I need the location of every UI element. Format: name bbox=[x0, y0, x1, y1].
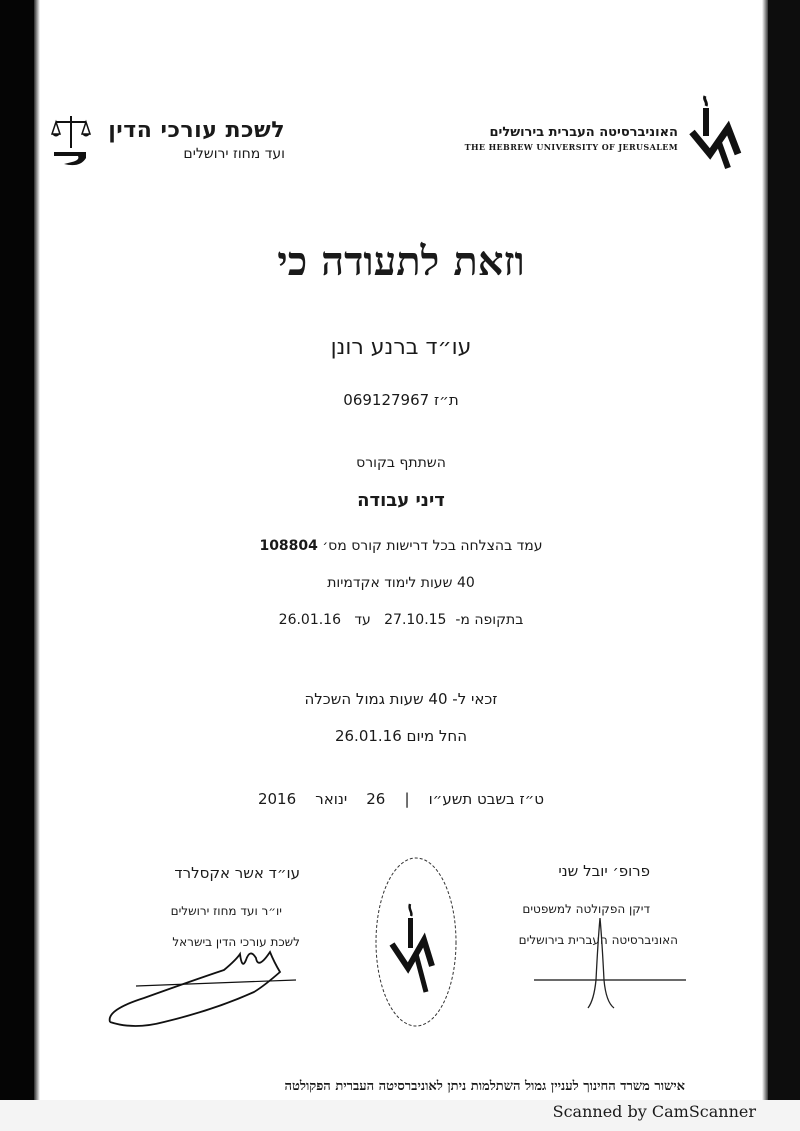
entitled-text: זכאי ל- 40 שעות גמול השכלה bbox=[304, 690, 498, 708]
passed-text: עמד בהצלחה בכל דרישות קורס מס׳ bbox=[322, 538, 543, 554]
huji-logo-icon bbox=[688, 92, 742, 170]
date-separator: | bbox=[404, 790, 410, 808]
chairman-signature bbox=[104, 940, 304, 1032]
period-line bbox=[40, 612, 762, 628]
period-from: 27.10.15 bbox=[384, 612, 447, 628]
participated-text: השתתף בקורס bbox=[356, 455, 446, 471]
period-label: בתקופה מ- bbox=[455, 612, 524, 628]
date-day: 26 bbox=[366, 790, 386, 808]
recipient-name: עו״ד ברנע רונן bbox=[330, 335, 472, 360]
id-number: 069127967 bbox=[343, 391, 430, 409]
scan-left-border bbox=[0, 0, 34, 1100]
id-line bbox=[40, 391, 762, 409]
issue-date-line bbox=[40, 790, 762, 808]
dean-role: דיקן הפקולטה למשפטים bbox=[522, 902, 650, 916]
from-label: החל מיום bbox=[406, 727, 468, 745]
camscanner-watermark: Scanned by CamScanner bbox=[552, 1102, 756, 1121]
chairman-role: יו״ר ועד מחוז ירושלים bbox=[170, 904, 282, 918]
bar-association-scales-icon bbox=[50, 112, 92, 170]
dean-signature bbox=[530, 910, 690, 1010]
effective-date-line bbox=[40, 727, 762, 745]
course-name: דיני עבודה bbox=[357, 490, 445, 511]
period-to-label: עד bbox=[354, 612, 371, 628]
huji-name-english: THE HEBREW UNIVERSITY OF JERUSALEM bbox=[464, 142, 678, 152]
period-to: 26.01.16 bbox=[278, 612, 341, 628]
chairman-name: עו״ד אשר אקסלרד bbox=[174, 864, 300, 882]
dean-institution: האוניברסיטה העברית בירושלים bbox=[518, 933, 678, 947]
id-label: ת״ז bbox=[433, 391, 459, 409]
passed-line bbox=[40, 538, 762, 554]
course-number: 108804 bbox=[259, 538, 318, 554]
date-year: 2016 bbox=[257, 790, 297, 808]
bar-association-title: לשכת עורכי הדין bbox=[108, 118, 285, 143]
scan-right-border bbox=[768, 0, 800, 1100]
date-month: ינואר bbox=[315, 790, 348, 808]
hebrew-date: ט״ז בשבט תשע״ו bbox=[428, 790, 545, 808]
bar-association-subtitle: ועד מחוז ירושלים bbox=[183, 146, 285, 162]
chairman-organization: לשכת עורכי הדין בישראל bbox=[172, 935, 300, 949]
huji-name-hebrew: האוניברסיטה העברית בירושלים bbox=[489, 125, 678, 140]
certificate-title: וזאת לתעודה כי bbox=[277, 238, 525, 285]
from-date: 26.01.16 bbox=[334, 727, 402, 745]
academic-hours: 40 שעות לימוד אקדמיות bbox=[327, 575, 475, 591]
ministry-approval-footer: אישור משרד החינוך לעניין גמול השתלמות ניתן לאוניברסיטה העברית הפקולטה bbox=[284, 1079, 685, 1094]
dean-name: פרופ׳ יובל שני bbox=[558, 862, 650, 880]
university-seal bbox=[370, 852, 462, 1032]
